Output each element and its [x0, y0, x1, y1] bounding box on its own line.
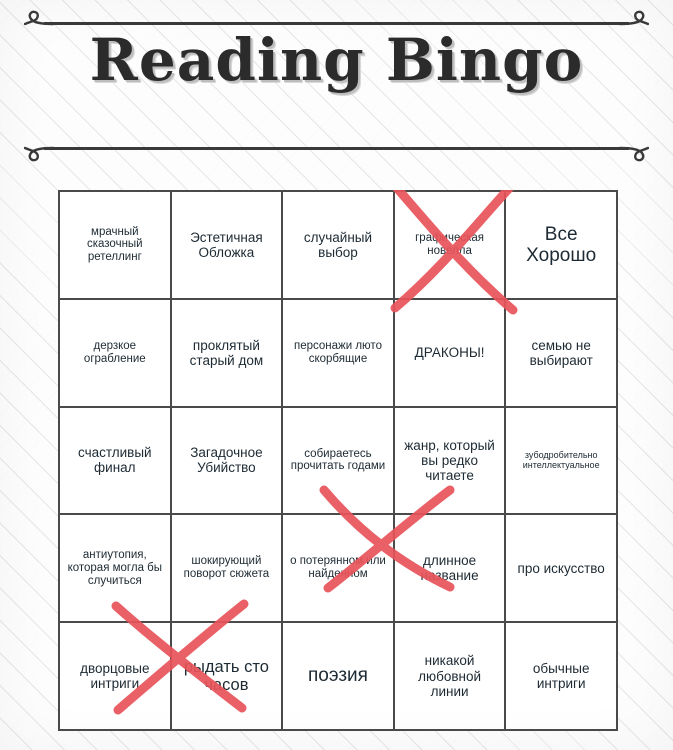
bingo-cell-label: персонажи люто скорбящие: [294, 339, 382, 365]
bingo-cell[interactable]: [59, 191, 171, 299]
bingo-cell-label: мрачный сказочный ретеллинг: [86, 225, 143, 264]
bingo-cell[interactable]: [394, 514, 506, 622]
bingo-cell[interactable]: [505, 191, 617, 299]
bingo-cell[interactable]: [282, 514, 394, 622]
bingo-cell-label: жанр, который вы редко читаете: [404, 437, 495, 484]
bingo-cell-crossed[interactable]: [394, 191, 506, 299]
bingo-cell[interactable]: [171, 299, 283, 407]
bingo-cell[interactable]: [394, 299, 506, 407]
title-banner: [0, 0, 673, 168]
bingo-cell-label: случайный выбор: [303, 229, 373, 260]
bingo-cell-label: проклятый старый дом: [189, 337, 264, 368]
table-row: [59, 407, 617, 515]
bingo-cell-label: собираетесь прочитать годами: [290, 447, 386, 473]
bingo-cell-crossed[interactable]: [282, 299, 394, 407]
table-row: [59, 299, 617, 407]
bingo-cell-crossed[interactable]: [59, 407, 171, 515]
bingo-cell[interactable]: [282, 191, 394, 299]
bingo-cell-label: длинное название: [420, 553, 479, 584]
bingo-cell[interactable]: [394, 622, 506, 730]
bingo-cell-label: Эстетичная Обложка: [190, 229, 263, 260]
bingo-cell[interactable]: [505, 622, 617, 730]
bingo-cell-label: рыдать сто часов: [183, 657, 269, 695]
bingo-cell-label: семью не выбирают: [529, 337, 593, 368]
bingo-cell-label: Все Хорошо: [526, 223, 597, 266]
bingo-cell-label: счастливый финал: [77, 445, 152, 476]
bingo-cell[interactable]: [171, 191, 283, 299]
banner-rule-top: [44, 22, 629, 25]
bingo-cell[interactable]: [505, 514, 617, 622]
bingo-cell[interactable]: [171, 622, 283, 730]
bingo-cell-label: антиутопия, которая могла бы случиться: [67, 548, 163, 587]
banner-rule-bottom: [44, 147, 629, 150]
table-row: [59, 191, 617, 299]
bingo-cell-label: про искусство: [517, 560, 605, 576]
bingo-cell-label: поэзия: [308, 665, 368, 687]
table-row: [59, 514, 617, 622]
bingo-cell-label: графическая новелла: [415, 232, 485, 257]
bingo-cell-label: Загадочное Убийство: [190, 445, 263, 476]
bingo-cell-label: ДРАКОНЫ!: [414, 345, 485, 361]
scroll-flourish-icon: [619, 134, 649, 164]
bingo-cell[interactable]: [282, 622, 394, 730]
table-row: [59, 622, 617, 730]
bingo-cell[interactable]: [282, 407, 394, 515]
bingo-cell-label: никакой любовной линии: [418, 653, 482, 699]
bingo-cell[interactable]: [59, 622, 171, 730]
bingo-table: [58, 190, 618, 731]
scroll-flourish-icon: [24, 134, 54, 164]
bingo-cell-label: обычные интриги: [532, 660, 590, 692]
bingo-cell[interactable]: [171, 514, 283, 622]
bingo-cell[interactable]: [59, 299, 171, 407]
page-title: Reading Bingo: [89, 26, 584, 94]
bingo-grid: [58, 190, 616, 729]
bingo-cell[interactable]: [394, 407, 506, 515]
bingo-cell-label: дворцовые интриги: [80, 660, 150, 692]
bingo-cell-label: дерзкое ограбление: [83, 339, 146, 365]
bingo-cell[interactable]: [505, 299, 617, 407]
bingo-cell[interactable]: [171, 407, 283, 515]
bingo-cell-label: о потерянном или найденном: [290, 555, 386, 581]
bingo-cell-label: шокирующий поворот сюжета: [183, 555, 270, 581]
bingo-cell-label: зубодробительно интеллектуальное: [522, 450, 600, 471]
bingo-cell[interactable]: [505, 407, 617, 515]
bingo-cell[interactable]: [59, 514, 171, 622]
